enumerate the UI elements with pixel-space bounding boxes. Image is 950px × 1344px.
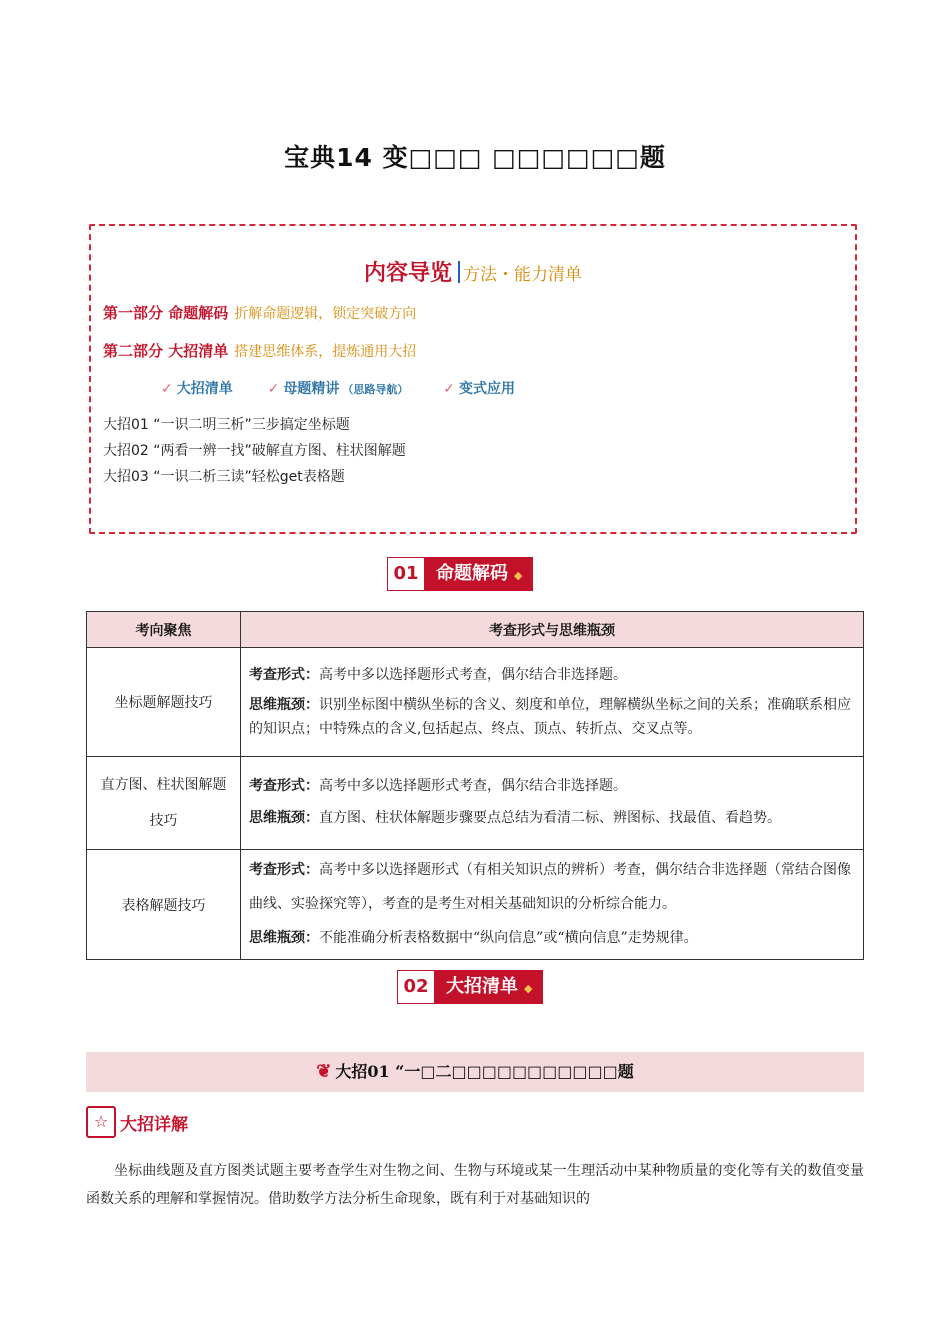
detail-label: 大招详解: [120, 1114, 188, 1135]
part-one: [103, 302, 416, 323]
table-row: [87, 648, 864, 757]
banner-label: 大招清单 ◆: [434, 971, 542, 1003]
content-guide-subheading: 方法・能力清单: [463, 265, 582, 285]
tip-item[interactable]: 大招03 “一识二析三读”轻松get表格题: [103, 469, 345, 485]
star-calendar-icon: ☆: [86, 1106, 116, 1138]
tips-list: [103, 412, 406, 490]
check-icon: ✓: [161, 381, 173, 397]
tip-item[interactable]: 大招02 “两看一辨一找”破解直方图、柱状图解题: [103, 443, 406, 459]
banner-number: 01: [393, 563, 419, 584]
method-tabs: [161, 378, 545, 398]
column-header: 考向聚焦: [87, 612, 241, 648]
exam-analysis-table: [86, 611, 864, 960]
tab-variant-application[interactable]: ✓ 变式应用: [443, 381, 515, 397]
check-icon: ✓: [443, 381, 455, 397]
part-two-label: 第二部分 大招清单: [103, 342, 229, 360]
content-guide-heading: 内容导览: [363, 261, 452, 286]
part-two: [103, 340, 416, 361]
banner-label: 命题解码 ◆: [424, 558, 532, 590]
banner-question-decode: [387, 557, 533, 591]
tab-mother-question[interactable]: ✓ 母题精讲 （思路导航）: [267, 381, 409, 397]
check-icon: ✓: [267, 381, 280, 397]
form-line: 考查形式：高考中多以选择题形式考查，偶尔结合非选择题。: [249, 777, 627, 794]
tab-dazhao-list[interactable]: ✓ 大招清单: [161, 381, 233, 397]
banner-dazhao-list: [397, 970, 543, 1004]
table-row: [87, 850, 864, 960]
section-heading: ❦ 大招01 “一□二□□□□□□□□□□□题: [86, 1052, 864, 1092]
diamond-icon: ◆: [514, 569, 523, 582]
content-guide-header: [91, 256, 855, 287]
table-header-row: [87, 612, 864, 648]
bottleneck-line: 思维瓶颈：不能准确分析表格数据中“纵向信息”或“横向信息”走势规律。: [249, 930, 698, 946]
table-row: [87, 757, 864, 850]
content-guide-box: [89, 224, 857, 534]
content-cell: [241, 757, 864, 850]
part-two-desc: 搭建思维体系，提炼通用大招: [234, 344, 417, 360]
topic-cell: 坐标题解题技巧: [87, 648, 241, 757]
content-cell: [241, 648, 864, 757]
diamond-icon: ◆: [524, 982, 533, 995]
topic-cell: 直方图、柱状图解题技巧: [87, 757, 241, 850]
content-cell: [241, 850, 864, 960]
part-one-label: 第一部分 命题解码: [103, 304, 229, 322]
detail-header: [86, 1106, 188, 1138]
tip-item[interactable]: 大招01 “一识二明三析”三步搞定坐标题: [103, 417, 350, 433]
form-line: 考查形式：高考中多以选择题形式（有相关知识点的辨析）考查，偶尔结合非选择题（常结合图像曲线、实验探究等），考查的是考生对相关基础知识的分析综合能力。: [249, 862, 851, 912]
body-paragraph: 坐标曲线题及直方图类试题主要考查学生对生物之间、生物与环境或某一生理活动中某种物质量的变化等有关的数值变量函数关系的理解和掌握情况。借助数学方法分析生命现象，既有利于对基础知识的: [86, 1163, 864, 1207]
form-line: 考查形式：高考中多以选择题形式考查，偶尔结合非选择题。: [249, 666, 627, 683]
page-title: 宝典14 变□□□ □□□□□□题: [284, 143, 666, 172]
part-one-desc: 折解命题逻辑，锁定突破方向: [234, 306, 417, 322]
emblem-icon: ❦: [316, 1061, 332, 1082]
banner-number: 02: [403, 976, 429, 997]
bottleneck-line: 思维瓶颈：直方图、柱状体解题步骤要点总结为看清二标、辨图标、找最值、看趋势。: [249, 809, 781, 826]
topic-cell: 表格解题技巧: [87, 850, 241, 960]
divider-bar: [458, 261, 460, 283]
column-header: 考查形式与思维瓶颈: [241, 612, 864, 648]
bottleneck-line: 思维瓶颈：识别坐标图中横纵坐标的含义、刻度和单位，理解横纵坐标之间的关系；准确联系相应的知识点；中特殊点的含义,包括起点、终点、顶点、转折点、交叉点等。: [249, 696, 851, 737]
